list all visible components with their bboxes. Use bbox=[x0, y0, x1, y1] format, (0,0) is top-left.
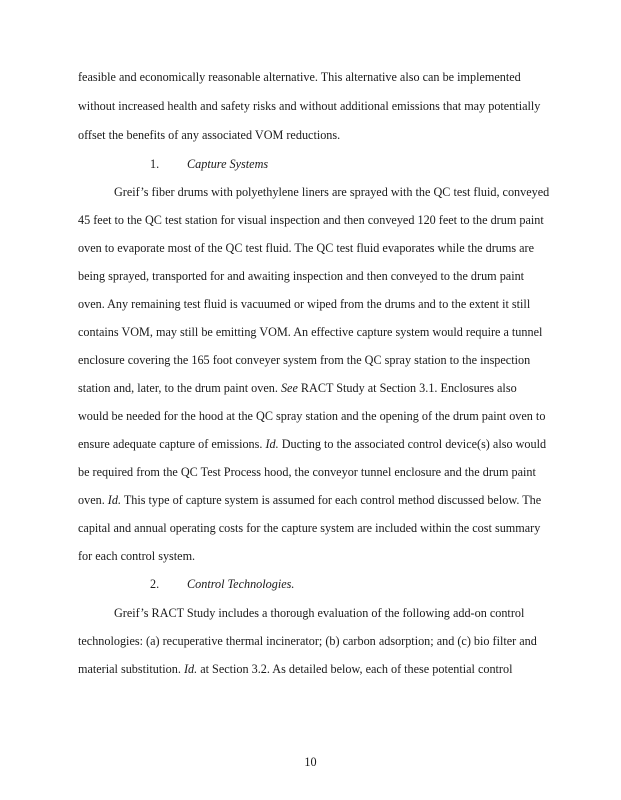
paragraph-2-line-13: capital and annual operating costs for the capture system are included within the cost summary bbox=[78, 521, 541, 535]
paragraph-2-line-3: oven to evaporate most of the QC test fluid. The QC test fluid evaporates while the drums are bbox=[78, 241, 535, 255]
paragraph-2-line-8-text-a: station and, later, to the drum paint oven. bbox=[78, 381, 281, 395]
paragraph-3-line-2: technologies: (a) recuperative thermal incinerator; (b) carbon adsorption; and (c) bio filter and bbox=[78, 634, 537, 648]
paragraph-2-line-11: be required from the QC Test Process hood, the conveyor tunnel enclosure and the drum paint bbox=[78, 465, 536, 479]
section-1-title: Capture Systems bbox=[187, 157, 269, 171]
paragraph-1-line-1: feasible and economically reasonable alternative. This alternative also can be implemented bbox=[78, 70, 521, 84]
citation-see: See bbox=[280, 381, 298, 395]
paragraph-2-line-10-text-a: ensure adequate capture of emissions. bbox=[78, 437, 266, 451]
paragraph-2-line-4: being sprayed, transported for and awaiting inspection and then conveyed to the drum paint bbox=[78, 269, 525, 283]
paragraph-3-line-3-text-a: material substitution. bbox=[78, 662, 184, 676]
paragraph-3-line-1: Greif’s RACT Study includes a thorough evaluation of the following add-on control bbox=[114, 606, 525, 620]
paragraph-3-line-3 bbox=[78, 662, 512, 676]
paragraph-2-line-12-text-a: oven. bbox=[78, 493, 108, 507]
paragraph-3-line-3-text-b: at Section 3.2. As detailed below, each of these potential control bbox=[197, 662, 513, 676]
paragraph-2-line-8-text-b: RACT Study at Section 3.1. Enclosures also bbox=[297, 381, 517, 395]
citation-id: Id. bbox=[107, 493, 121, 507]
paragraph-2-line-1: Greif’s fiber drums with polyethylene liners are sprayed with the QC test fluid, conveyed bbox=[114, 185, 550, 199]
paragraph-2-line-14: for each control system. bbox=[78, 549, 196, 563]
paragraph-2-line-12-text-b: This type of capture system is assumed for each control method discussed below. The bbox=[121, 493, 542, 507]
paragraph-2-line-6: contains VOM, may still be emitting VOM. An effective capture system would require a tunnel bbox=[78, 325, 543, 339]
citation-id: Id. bbox=[265, 437, 279, 451]
paragraph-2-line-5: oven. Any remaining test fluid is vacuumed or wiped from the drums and to the extent it still bbox=[78, 297, 531, 311]
section-2-title: Control Technologies. bbox=[187, 577, 295, 591]
paragraph-2-line-2: 45 feet to the QC test station for visual inspection and then conveyed 120 feet to the drum paint bbox=[78, 213, 544, 227]
paragraph-2-line-9: would be needed for the hood at the QC spray station and the opening of the drum paint oven to bbox=[78, 409, 546, 423]
section-2-number: 2. bbox=[150, 577, 160, 591]
paragraph-2-line-12 bbox=[78, 493, 541, 507]
page-number: 10 bbox=[304, 755, 317, 769]
paragraph-1-line-2: without increased health and safety risks and without additional emissions that may potentially bbox=[78, 99, 541, 113]
paragraph-2-line-10 bbox=[78, 437, 546, 451]
paragraph-2-line-8 bbox=[78, 381, 517, 395]
paragraph-1-line-3: offset the benefits of any associated VOM reductions. bbox=[78, 128, 341, 142]
paragraph-2-line-7: enclosure covering the 165 foot conveyer system from the QC spray station to the inspection bbox=[78, 353, 531, 367]
citation-id: Id. bbox=[183, 662, 198, 676]
paragraph-2-line-10-text-b: Ducting to the associated control device(s) also would bbox=[278, 437, 547, 451]
section-1-number: 1. bbox=[150, 157, 160, 171]
